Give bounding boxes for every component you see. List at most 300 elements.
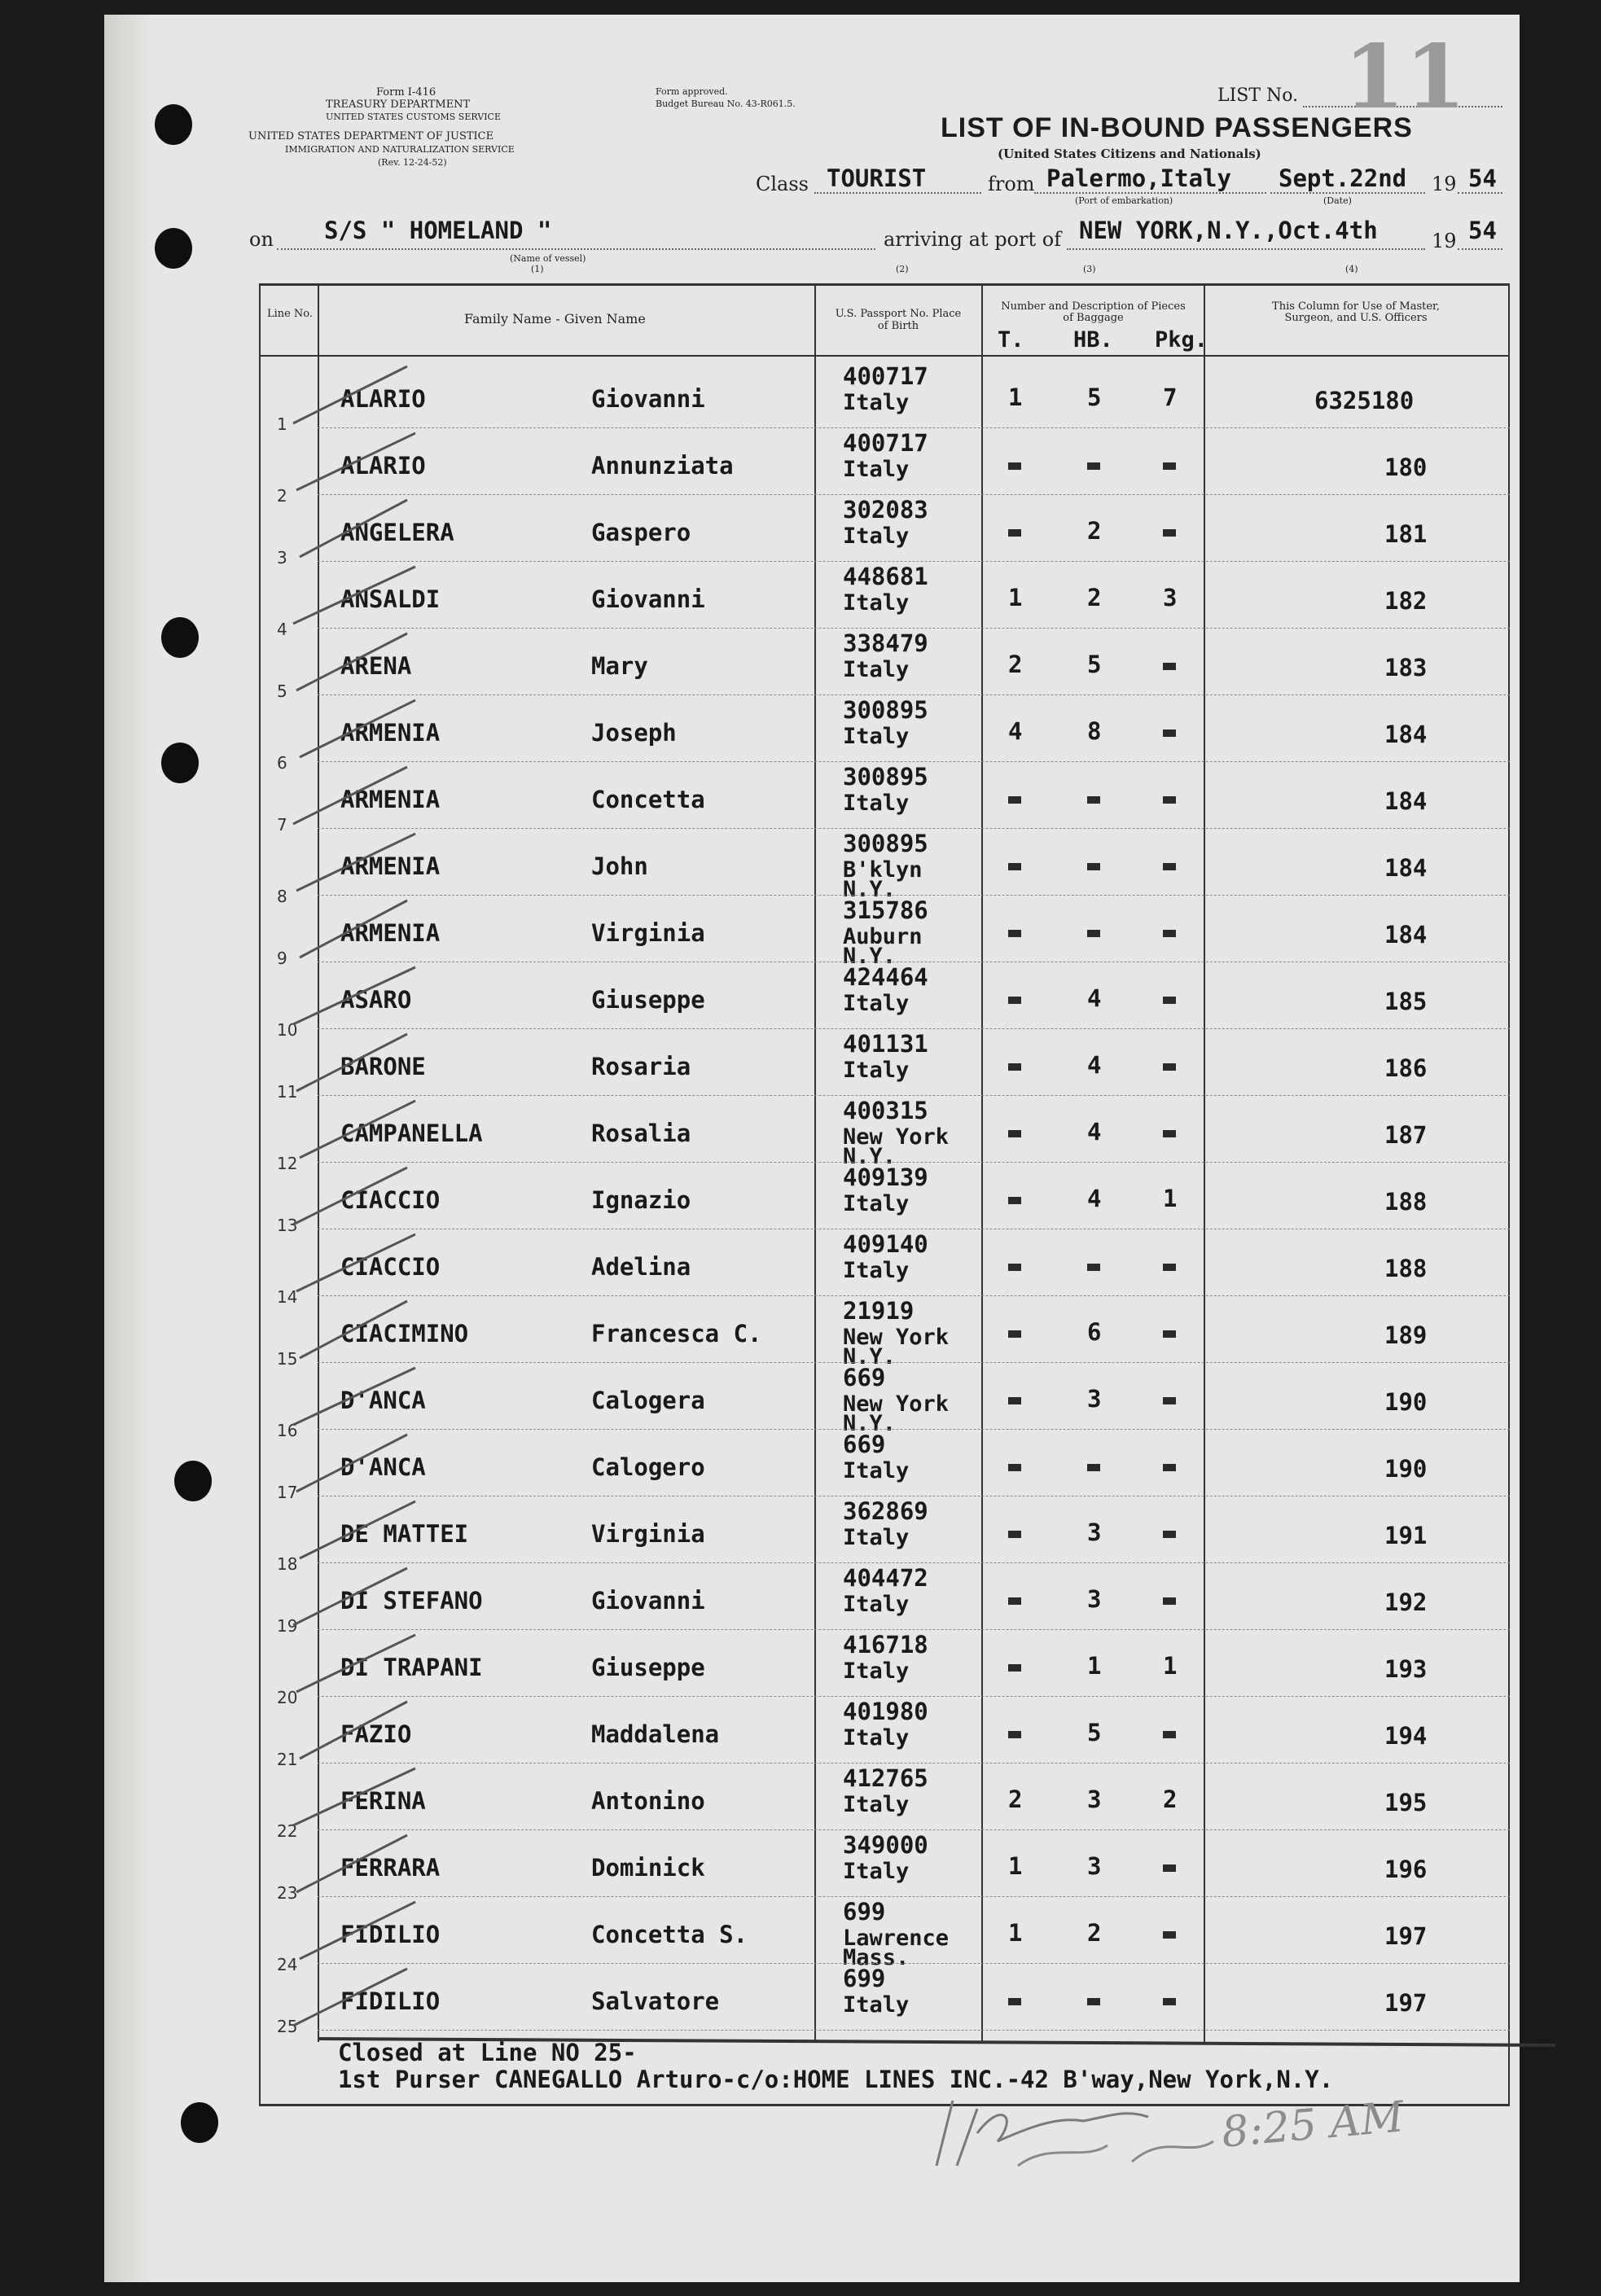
family-name: CIACCIO	[340, 1186, 441, 1214]
baggage-pkg-dash	[1163, 529, 1176, 537]
officer-use-number: 184	[1384, 721, 1428, 748]
form-number: Form I-416	[376, 86, 436, 99]
place-of-birth: New York N.Y.	[843, 1325, 950, 1369]
given-name: John	[591, 852, 648, 880]
line-number: 6	[277, 753, 287, 773]
passport-number: 412765	[843, 1764, 928, 1792]
given-name: Giovanni	[591, 585, 705, 613]
baggage-hb: 5	[1087, 383, 1102, 411]
officer-use-number: 184	[1384, 921, 1428, 949]
officer-use-number: 197	[1384, 1989, 1428, 2017]
baggage-t: 1	[1008, 383, 1023, 411]
embarkation-year-value: 54	[1468, 164, 1497, 192]
passport-number: 300895	[843, 696, 928, 724]
place-of-birth: Italy	[843, 791, 910, 816]
baggage-hb	[1087, 1986, 1100, 2013]
officer-use-number: 184	[1384, 854, 1428, 882]
given-name: Rosaria	[591, 1053, 691, 1080]
given-name: Virginia	[591, 919, 705, 947]
officer-use-number: 185	[1384, 988, 1428, 1015]
row-divider	[318, 1095, 1510, 1096]
sheet-shadow	[104, 15, 153, 2282]
baggage-hb: 8	[1087, 717, 1102, 745]
baggage-hb	[1087, 1251, 1100, 1279]
place-of-birth: Italy	[843, 524, 910, 549]
baggage-t-dash	[1008, 1664, 1021, 1672]
check-mark	[300, 1902, 415, 1959]
closed-line-note: Closed at Line NO 25-	[338, 2039, 637, 2066]
passport-number: 315786	[843, 896, 928, 924]
baggage-t	[1008, 1385, 1021, 1413]
form-title: LIST OF IN-BOUND PASSENGERS	[941, 112, 1413, 143]
form-approved: Form approved.	[656, 86, 728, 97]
check-mark	[293, 567, 415, 624]
family-name: FIDILIO	[340, 1987, 441, 2015]
baggage-t	[1008, 1719, 1021, 1746]
check-mark	[300, 900, 407, 957]
passport-number: 349000	[843, 1831, 928, 1859]
baggage-pkg-dash	[1163, 930, 1176, 937]
baggage-hb-dash	[1087, 863, 1100, 870]
place-of-birth: Italy	[843, 991, 910, 1016]
row-divider	[318, 1963, 1510, 1964]
arrival-rule	[1067, 248, 1425, 250]
arrival-port-value: NEW YORK,N.Y.,Oct.4th	[1079, 217, 1378, 244]
baggage-hb-dash	[1087, 462, 1100, 470]
check-mark	[296, 1234, 415, 1291]
check-mark	[300, 1101, 415, 1158]
binder-hole	[161, 617, 199, 658]
place-of-birth: New York N.Y.	[843, 1391, 950, 1436]
baggage-pkg-dash	[1163, 730, 1176, 737]
baggage-t	[1008, 1585, 1021, 1613]
given-name: Giuseppe	[591, 1654, 705, 1681]
baggage-t	[1008, 1986, 1021, 2013]
given-name: Adelina	[591, 1253, 691, 1281]
baggage-pkg: 2	[1163, 1786, 1178, 1813]
check-mark	[293, 1768, 415, 1825]
header-hb: HB.	[1073, 327, 1113, 353]
baggage-pkg-dash	[1163, 1864, 1176, 1872]
check-mark	[296, 1034, 407, 1091]
family-name: ANSALDI	[340, 585, 441, 613]
row-divider	[318, 1629, 1510, 1630]
baggage-t-dash	[1008, 1397, 1021, 1404]
baggage-pkg-dash	[1163, 1731, 1176, 1738]
row-divider	[318, 1295, 1510, 1296]
baggage-hb: 2	[1087, 584, 1102, 611]
date-rule	[1270, 192, 1425, 194]
baggage-pkg	[1163, 1852, 1176, 1880]
baggage-pkg-dash	[1163, 1130, 1176, 1137]
table-right-border	[1508, 283, 1510, 2105]
baggage-pkg-dash	[1163, 863, 1176, 870]
header-name: Family Name - Given Name	[464, 311, 646, 326]
passport-number: 448681	[843, 563, 928, 590]
class-label: Class	[756, 173, 809, 195]
class-value: TOURIST	[827, 164, 927, 192]
baggage-hb: 3	[1087, 1385, 1102, 1413]
row-divider	[318, 694, 1510, 695]
family-name: ARMENIA	[340, 919, 441, 947]
binder-hole	[181, 2102, 218, 2143]
baggage-pkg	[1163, 784, 1176, 812]
officer-use-number: 190	[1384, 1455, 1428, 1483]
check-mark	[300, 700, 415, 757]
officer-use-number: 191	[1384, 1522, 1428, 1549]
given-name: Rosalia	[591, 1120, 691, 1147]
officer-use-number: 184	[1384, 787, 1428, 815]
baggage-pkg-dash	[1163, 1597, 1176, 1605]
check-mark	[293, 767, 407, 824]
binder-hole	[155, 228, 192, 269]
row-divider	[318, 828, 1510, 829]
baggage-pkg: 1	[1163, 1185, 1178, 1212]
baggage-t	[1008, 1652, 1021, 1680]
row-divider	[318, 1829, 1510, 1830]
baggage-pkg	[1163, 1919, 1176, 1947]
baggage-t: 2	[1008, 651, 1023, 678]
baggage-t	[1008, 1452, 1021, 1479]
column-ref-2: (2)	[896, 264, 909, 274]
officer-use-number: 188	[1384, 1255, 1428, 1282]
officer-use-number: 195	[1384, 1789, 1428, 1816]
place-of-birth: Italy	[843, 1658, 910, 1684]
line-number: 2	[277, 486, 287, 506]
check-mark	[300, 500, 407, 557]
line-number: 10	[277, 1020, 298, 1040]
passport-number: 400315	[843, 1097, 928, 1124]
family-name: DE MATTEI	[340, 1520, 469, 1548]
officer-use-number: 193	[1384, 1655, 1428, 1683]
given-name: Francesca C.	[591, 1320, 762, 1347]
embarkation-port-value: Palermo,Italy	[1046, 164, 1231, 192]
vessel-rule	[277, 248, 875, 250]
handwritten-time-stamp: 8:25 AM	[1219, 2092, 1406, 2158]
passport-number: 699	[843, 1898, 886, 1926]
header-t: T.	[998, 327, 1024, 353]
given-name: Concetta S.	[591, 1921, 748, 1948]
baggage-t	[1008, 1185, 1021, 1212]
baggage-t-dash	[1008, 1464, 1021, 1471]
baggage-pkg: 3	[1163, 584, 1178, 611]
family-name: ARENA	[340, 652, 412, 680]
check-mark	[296, 433, 415, 490]
baggage-t	[1008, 918, 1021, 945]
place-of-birth: Italy	[843, 1458, 910, 1483]
baggage-pkg	[1163, 984, 1176, 1012]
officer-use-number: 187	[1384, 1121, 1428, 1149]
baggage-t-dash	[1008, 1531, 1021, 1538]
from-label: from	[988, 173, 1035, 195]
baggage-hb: 4	[1087, 1185, 1102, 1212]
baggage-pkg: 7	[1163, 383, 1178, 411]
passport-number: 21919	[843, 1297, 915, 1325]
baggage-pkg	[1163, 1518, 1176, 1546]
passport-number: 302083	[843, 496, 928, 524]
line-number: 4	[277, 620, 287, 639]
officer-use-number: 189	[1384, 1321, 1428, 1349]
baggage-hb: 6	[1087, 1318, 1102, 1346]
department-of-justice: UNITED STATES DEPARTMENT OF JUSTICE	[248, 130, 494, 142]
baggage-hb: 4	[1087, 1051, 1102, 1079]
line-number: 1	[277, 414, 287, 434]
baggage-pkg	[1163, 1051, 1176, 1079]
baggage-hb	[1087, 1452, 1100, 1479]
officer-use-number: 182	[1384, 587, 1428, 615]
place-of-birth: Italy	[843, 1725, 910, 1750]
passport-number: 699	[843, 1965, 886, 1992]
table-header-bottom-border	[259, 355, 1510, 357]
on-label: on	[249, 228, 274, 251]
header-line-no: Line No.	[266, 308, 314, 320]
baggage-t-dash	[1008, 1330, 1021, 1338]
line-number: 23	[277, 1883, 298, 1903]
header-pkg: Pkg.	[1155, 327, 1208, 353]
baggage-hb-dash	[1087, 930, 1100, 937]
officer-use-number: 188	[1384, 1188, 1428, 1216]
officer-use-number: 6325180	[1314, 387, 1415, 414]
place-of-birth: Italy	[843, 1191, 910, 1216]
passport-number: 409139	[843, 1163, 928, 1191]
baggage-pkg	[1163, 517, 1176, 545]
row-divider	[318, 1763, 1510, 1764]
passport-number: 400717	[843, 362, 928, 390]
date-caption: (Date)	[1323, 195, 1352, 206]
family-name: FERRARA	[340, 1854, 441, 1882]
family-name: CAMPANELLA	[340, 1120, 483, 1147]
place-of-birth: Italy	[843, 657, 910, 682]
baggage-t-dash	[1008, 997, 1021, 1004]
family-name: CIACCIO	[340, 1253, 441, 1281]
officer-use-number: 197	[1384, 1922, 1428, 1950]
line-number: 8	[277, 887, 287, 906]
baggage-t: 1	[1008, 584, 1023, 611]
year-prefix: 19	[1432, 173, 1457, 195]
baggage-t: 4	[1008, 717, 1023, 745]
baggage-hb	[1087, 851, 1100, 879]
immigration-service: IMMIGRATION AND NATURALIZATION SERVICE	[285, 144, 515, 155]
baggage-hb: 5	[1087, 1719, 1102, 1746]
passport-number: 409140	[843, 1230, 928, 1258]
line-number: 14	[277, 1287, 298, 1307]
baggage-t	[1008, 984, 1021, 1012]
family-name: ALARIO	[340, 452, 426, 480]
column-ref-1: (1)	[531, 264, 544, 274]
check-mark	[300, 1501, 415, 1558]
baggage-pkg-dash	[1163, 997, 1176, 1004]
line-number: 13	[277, 1216, 298, 1235]
list-number-label: LIST No.	[1217, 85, 1299, 106]
place-of-birth: Italy	[843, 1592, 910, 1617]
baggage-t-dash	[1008, 1731, 1021, 1738]
family-name: FERINA	[340, 1787, 426, 1815]
given-name: Calogero	[591, 1453, 705, 1481]
row-divider	[318, 628, 1510, 629]
check-mark	[293, 1368, 415, 1425]
check-marks	[244, 358, 456, 2052]
place-of-birth: Italy	[843, 1792, 910, 1817]
check-mark	[296, 834, 415, 891]
row-divider	[318, 1362, 1510, 1363]
baggage-pkg	[1163, 1251, 1176, 1279]
place-of-birth: Italy	[843, 724, 910, 749]
baggage-t	[1008, 1251, 1021, 1279]
line-number: 18	[277, 1554, 298, 1574]
row-divider	[318, 895, 1510, 896]
officer-use-number: 183	[1384, 654, 1428, 681]
header-officers: This Column for Use of Master, Surgeon, and U.S. Officers	[1272, 300, 1440, 324]
passport-number: 669	[843, 1364, 886, 1391]
baggage-hb: 4	[1087, 1118, 1102, 1146]
given-name: Mary	[591, 652, 648, 680]
baggage-hb: 2	[1087, 1919, 1102, 1947]
passport-number: 424464	[843, 963, 928, 991]
from-rule	[1034, 192, 1266, 194]
row-divider	[318, 1696, 1510, 1697]
binder-hole	[174, 1461, 212, 1501]
year-rule	[1458, 192, 1502, 194]
baggage-t-dash	[1008, 1197, 1021, 1204]
baggage-pkg-dash	[1163, 796, 1176, 804]
arriving-label: arriving at port of	[884, 228, 1062, 251]
baggage-pkg	[1163, 851, 1176, 879]
baggage-hb: 3	[1087, 1518, 1102, 1546]
family-name: ASARO	[340, 986, 412, 1014]
passport-number: 300895	[843, 830, 928, 857]
baggage-pkg	[1163, 1719, 1176, 1746]
family-name: ALARIO	[340, 385, 426, 413]
place-of-birth: Lawrence Mass.	[843, 1926, 950, 1970]
place-of-birth: Auburn N.Y.	[843, 924, 923, 969]
baggage-pkg-dash	[1163, 1330, 1176, 1338]
family-name: CIACIMINO	[340, 1320, 469, 1347]
baggage-t: 2	[1008, 1786, 1023, 1813]
check-mark	[293, 366, 407, 423]
port-embarkation-caption: (Port of embarkation)	[1075, 195, 1173, 206]
passport-number: 404472	[843, 1564, 928, 1592]
check-mark	[300, 1301, 407, 1358]
line-number: 9	[277, 949, 287, 968]
baggage-hb	[1087, 918, 1100, 945]
column-ref-4: (4)	[1345, 264, 1358, 274]
place-of-birth: Italy	[843, 1859, 910, 1884]
given-name: Giuseppe	[591, 986, 705, 1014]
family-name: ANGELERA	[340, 519, 454, 546]
row-divider	[318, 1162, 1510, 1163]
place-of-birth: Italy	[843, 1058, 910, 1083]
check-mark	[293, 1568, 407, 1625]
place-of-birth: B'klyn N.Y.	[843, 857, 923, 902]
baggage-t	[1008, 851, 1021, 879]
baggage-pkg	[1163, 1585, 1176, 1613]
baggage-t	[1008, 1518, 1021, 1546]
binder-hole	[155, 104, 192, 145]
baggage-hb	[1087, 784, 1100, 812]
given-name: Joseph	[591, 719, 677, 747]
family-name: FIDILIO	[340, 1921, 441, 1948]
passport-number: 401980	[843, 1698, 928, 1725]
row-divider	[318, 1562, 1510, 1563]
given-name: Ignazio	[591, 1186, 691, 1214]
passport-divider	[981, 283, 983, 2042]
officer-use-number: 186	[1384, 1054, 1428, 1082]
officer-use-number: 196	[1384, 1856, 1428, 1883]
officer-use-number: 190	[1384, 1388, 1428, 1416]
given-name: Virginia	[591, 1520, 705, 1548]
line-number: 25	[277, 2017, 298, 2036]
row-divider	[318, 761, 1510, 762]
baggage-pkg	[1163, 1986, 1176, 2013]
baggage-t-dash	[1008, 796, 1021, 804]
baggage-pkg	[1163, 717, 1176, 745]
vessel-caption: (Name of vessel)	[510, 253, 586, 264]
place-of-birth: Italy	[843, 1258, 910, 1283]
check-mark	[296, 1635, 415, 1692]
given-name: Maddalena	[591, 1720, 720, 1748]
baggage-t: 1	[1008, 1852, 1023, 1880]
check-mark	[293, 1168, 407, 1225]
table-top-border	[259, 283, 1510, 286]
row-divider	[318, 1429, 1510, 1430]
row-divider	[318, 561, 1510, 562]
baggage-t	[1008, 517, 1021, 545]
baggage-pkg-dash	[1163, 462, 1176, 470]
line-number: 12	[277, 1154, 298, 1173]
line-number: 17	[277, 1483, 298, 1502]
officer-use-number: 180	[1384, 454, 1428, 481]
customs-service: UNITED STATES CUSTOMS SERVICE	[326, 112, 501, 122]
passport-number: 416718	[843, 1631, 928, 1658]
baggage-pkg-dash	[1163, 1264, 1176, 1271]
place-of-birth: Italy	[843, 590, 910, 616]
baggage-pkg-dash	[1163, 1931, 1176, 1939]
baggage-hb: 4	[1087, 984, 1102, 1012]
officer-use-number: 194	[1384, 1722, 1428, 1750]
baggage-t-dash	[1008, 1130, 1021, 1137]
class-rule	[814, 192, 981, 194]
baggage-hb: 3	[1087, 1585, 1102, 1613]
baggage-hb	[1087, 450, 1100, 478]
list-number-stamp: 11	[1344, 26, 1467, 129]
baggage-t-dash	[1008, 1264, 1021, 1271]
family-name: D'ANCA	[340, 1453, 426, 1481]
baggage-t-dash	[1008, 529, 1021, 537]
header-baggage: Number and Description of Pieces of Baggage	[1001, 300, 1186, 324]
row-divider	[318, 2030, 1510, 2031]
purser-signature-line: 1st Purser CANEGALLO Arturo-c/o:HOME LINES INC.-42 B'way,New York,N.Y.	[338, 2066, 1334, 2093]
line-number: 19	[277, 1616, 298, 1636]
given-name: Gaspero	[591, 519, 691, 546]
given-name: Annunziata	[591, 452, 734, 480]
line-number: 7	[277, 815, 287, 835]
baggage-pkg	[1163, 450, 1176, 478]
baggage-pkg-dash	[1163, 1397, 1176, 1404]
baggage-pkg	[1163, 1452, 1176, 1479]
family-name: FAZIO	[340, 1720, 412, 1748]
family-name: DI TRAPANI	[340, 1654, 483, 1681]
embarkation-date-value: Sept.22nd	[1279, 164, 1407, 192]
baggage-hb-dash	[1087, 1264, 1100, 1271]
family-name: DI STEFANO	[340, 1587, 483, 1615]
given-name: Concetta	[591, 786, 705, 813]
row-divider	[318, 1896, 1510, 1897]
baggage-pkg-dash	[1163, 1063, 1176, 1071]
baggage-hb-dash	[1087, 796, 1100, 804]
budget-bureau-number: Budget Bureau No. 43-R061.5.	[656, 99, 796, 109]
check-mark	[296, 1835, 407, 1892]
baggage-t-dash	[1008, 863, 1021, 870]
